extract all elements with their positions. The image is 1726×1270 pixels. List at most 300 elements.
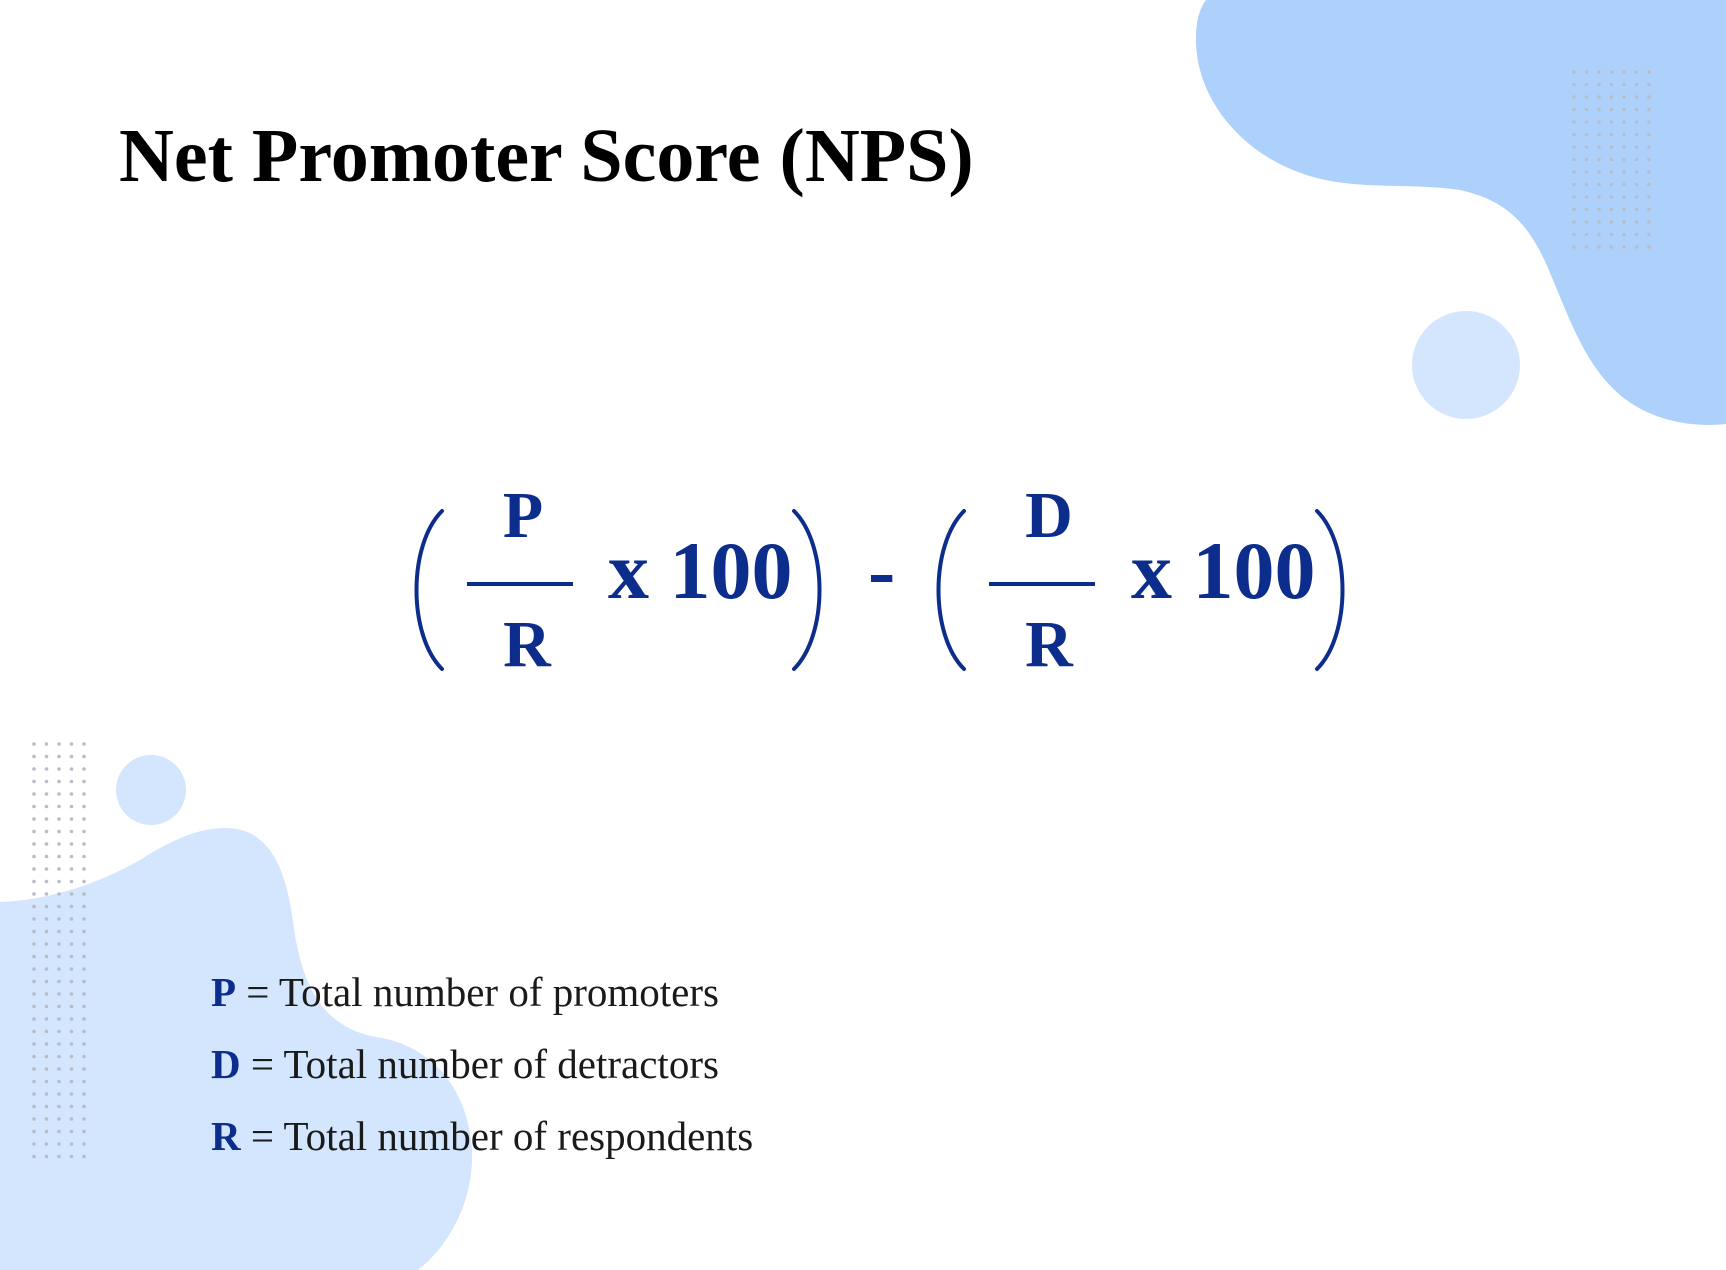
grid-dot: [1622, 158, 1626, 162]
grid-dot: [32, 992, 36, 996]
grid-dot: [1647, 83, 1651, 87]
grid-dot: [45, 792, 49, 796]
grid-dot: [1597, 158, 1601, 162]
grid-dot: [1635, 245, 1639, 249]
grid-dot: [70, 955, 74, 959]
grid-dot: [82, 955, 86, 959]
bottom-left-dot-grid: [30, 740, 100, 1180]
multiplier-2: x 100: [1131, 525, 1316, 616]
grid-dot: [57, 980, 61, 984]
grid-dot: [1610, 158, 1614, 162]
grid-dot: [57, 880, 61, 884]
grid-dot: [70, 1005, 74, 1009]
grid-dot: [32, 855, 36, 859]
denominator-respondents-2: R: [1025, 608, 1073, 681]
grid-dot: [1610, 133, 1614, 137]
grid-dot: [1572, 95, 1576, 99]
grid-dot: [70, 892, 74, 896]
grid-dot: [70, 1155, 74, 1159]
grid-dot: [70, 967, 74, 971]
grid-dot: [1572, 70, 1576, 74]
grid-dot: [32, 1142, 36, 1146]
grid-dot: [32, 867, 36, 871]
grid-dot: [32, 817, 36, 821]
grid-dot: [1610, 70, 1614, 74]
grid-dot: [1622, 208, 1626, 212]
grid-dot: [1647, 183, 1651, 187]
grid-dot: [70, 942, 74, 946]
numerator-promoters: P: [502, 479, 544, 552]
grid-dot: [70, 1067, 74, 1071]
grid-dot: [1635, 70, 1639, 74]
grid-dot: [1572, 233, 1576, 237]
grid-dot: [70, 1092, 74, 1096]
grid-dot: [32, 1055, 36, 1059]
numerator-detractors: D: [1025, 479, 1073, 552]
grid-dot: [1597, 195, 1601, 199]
grid-dot: [32, 942, 36, 946]
denominator-respondents-1: R: [503, 608, 551, 681]
grid-dot: [45, 1155, 49, 1159]
grid-dot: [32, 980, 36, 984]
grid-dot: [57, 855, 61, 859]
grid-dot: [1597, 83, 1601, 87]
grid-dot: [1622, 108, 1626, 112]
grid-dot: [57, 1017, 61, 1021]
grid-dot: [70, 780, 74, 784]
grid-dot: [57, 917, 61, 921]
grid-dot: [1572, 108, 1576, 112]
grid-dot: [1622, 183, 1626, 187]
grid-dot: [1585, 120, 1589, 124]
grid-dot: [32, 805, 36, 809]
grid-dot: [1647, 245, 1651, 249]
grid-dot: [1597, 233, 1601, 237]
multiplier-1: x 100: [608, 525, 793, 616]
grid-dot: [1635, 220, 1639, 224]
grid-dot: [57, 955, 61, 959]
grid-dot: [1585, 145, 1589, 149]
grid-dot: [1597, 220, 1601, 224]
grid-dot: [70, 792, 74, 796]
grid-dot: [1647, 108, 1651, 112]
grid-dot: [32, 780, 36, 784]
grid-dot: [45, 767, 49, 771]
grid-dot: [82, 842, 86, 846]
grid-dot: [82, 1080, 86, 1084]
grid-dot: [57, 1005, 61, 1009]
grid-dot: [32, 1030, 36, 1034]
grid-dot: [1647, 195, 1651, 199]
grid-dot: [82, 930, 86, 934]
grid-dot: [1597, 70, 1601, 74]
grid-dot: [32, 905, 36, 909]
grid-dot: [1647, 208, 1651, 212]
grid-dot: [1610, 120, 1614, 124]
grid-dot: [57, 780, 61, 784]
grid-dot: [1597, 208, 1601, 212]
grid-dot: [1635, 108, 1639, 112]
grid-dot: [1572, 183, 1576, 187]
grid-dot: [32, 1105, 36, 1109]
grid-dot: [57, 1155, 61, 1159]
grid-dot: [70, 867, 74, 871]
grid-dot: [1585, 133, 1589, 137]
grid-dot: [32, 1117, 36, 1121]
grid-dot: [1585, 170, 1589, 174]
grid-dot: [1635, 133, 1639, 137]
grid-dot: [1585, 195, 1589, 199]
grid-dot: [45, 1005, 49, 1009]
grid-dot: [70, 1017, 74, 1021]
grid-dot: [57, 1030, 61, 1034]
grid-dot: [82, 767, 86, 771]
grid-dot: [57, 1105, 61, 1109]
grid-dot: [70, 992, 74, 996]
grid-dot: [57, 1117, 61, 1121]
grid-dot: [82, 867, 86, 871]
bottom-left-circle: [116, 755, 186, 825]
grid-dot: [70, 767, 74, 771]
grid-dot: [1572, 83, 1576, 87]
grid-dot: [1585, 70, 1589, 74]
grid-dot: [57, 742, 61, 746]
grid-dot: [82, 805, 86, 809]
left-parenthesis-2: [922, 505, 972, 675]
grid-dot: [1647, 145, 1651, 149]
grid-dot: [32, 967, 36, 971]
grid-dot: [1647, 95, 1651, 99]
grid-dot: [57, 905, 61, 909]
grid-dot: [82, 855, 86, 859]
grid-dot: [32, 767, 36, 771]
grid-dot: [1622, 195, 1626, 199]
grid-dot: [1572, 145, 1576, 149]
fraction-bar-1: [467, 582, 573, 586]
grid-dot: [1647, 220, 1651, 224]
grid-dot: [45, 842, 49, 846]
legend-item-promoters: [211, 969, 719, 1015]
grid-dot: [1622, 220, 1626, 224]
grid-dot: [70, 1080, 74, 1084]
grid-dot: [32, 792, 36, 796]
grid-dot: [1585, 208, 1589, 212]
grid-dot: [57, 1067, 61, 1071]
grid-dot: [32, 930, 36, 934]
grid-dot: [57, 967, 61, 971]
grid-dot: [1597, 120, 1601, 124]
grid-dot: [70, 830, 74, 834]
grid-dot: [45, 805, 49, 809]
grid-dot: [1635, 183, 1639, 187]
grid-dot: [45, 830, 49, 834]
grid-dot: [1610, 195, 1614, 199]
grid-dot: [82, 892, 86, 896]
grid-dot: [1585, 83, 1589, 87]
grid-dot: [70, 917, 74, 921]
grid-dot: [32, 1155, 36, 1159]
grid-dot: [82, 1105, 86, 1109]
grid-dot: [32, 917, 36, 921]
grid-dot: [1585, 158, 1589, 162]
legend-item-respondents: [211, 1113, 754, 1159]
grid-dot: [45, 1042, 49, 1046]
grid-dot: [32, 742, 36, 746]
grid-dot: [1647, 158, 1651, 162]
grid-dot: [32, 1130, 36, 1134]
grid-dot: [1572, 195, 1576, 199]
grid-dot: [1610, 233, 1614, 237]
grid-dot: [45, 780, 49, 784]
grid-dot: [45, 1080, 49, 1084]
grid-dot: [57, 892, 61, 896]
grid-dot: [70, 805, 74, 809]
grid-dot: [32, 955, 36, 959]
grid-dot: [1610, 83, 1614, 87]
grid-dot: [70, 1142, 74, 1146]
grid-dot: [32, 1067, 36, 1071]
grid-dot: [57, 867, 61, 871]
grid-dot: [1585, 245, 1589, 249]
grid-dot: [70, 1117, 74, 1121]
grid-dot: [82, 1017, 86, 1021]
legend-item-detractors: [211, 1041, 719, 1087]
grid-dot: [1597, 108, 1601, 112]
grid-dot: [1622, 245, 1626, 249]
grid-dot: [57, 805, 61, 809]
grid-dot: [1610, 95, 1614, 99]
grid-dot: [1635, 83, 1639, 87]
grid-dot: [32, 892, 36, 896]
grid-dot: [1572, 120, 1576, 124]
grid-dot: [57, 992, 61, 996]
grid-dot: [32, 880, 36, 884]
grid-dot: [45, 742, 49, 746]
grid-dot: [70, 930, 74, 934]
grid-dot: [32, 1042, 36, 1046]
grid-dot: [82, 992, 86, 996]
grid-dot: [1585, 220, 1589, 224]
legend-symbol: R: [211, 1113, 241, 1159]
grid-dot: [1597, 95, 1601, 99]
grid-dot: [45, 755, 49, 759]
grid-dot: [57, 817, 61, 821]
grid-dot: [1635, 233, 1639, 237]
right-parenthesis-2: [1309, 505, 1359, 675]
grid-dot: [70, 1042, 74, 1046]
grid-dot: [45, 930, 49, 934]
grid-dot: [82, 1155, 86, 1159]
grid-dot: [45, 967, 49, 971]
grid-dot: [1585, 233, 1589, 237]
grid-dot: [1622, 233, 1626, 237]
legend-definition: = Total number of promoters: [236, 969, 719, 1015]
grid-dot: [45, 1055, 49, 1059]
grid-dot: [1647, 133, 1651, 137]
grid-dot: [70, 905, 74, 909]
grid-dot: [1635, 170, 1639, 174]
grid-dot: [1622, 70, 1626, 74]
grid-dot: [45, 992, 49, 996]
grid-dot: [82, 905, 86, 909]
legend-symbol: P: [211, 969, 237, 1015]
grid-dot: [1635, 195, 1639, 199]
grid-dot: [1622, 83, 1626, 87]
grid-dot: [82, 830, 86, 834]
grid-dot: [1585, 95, 1589, 99]
grid-dot: [1610, 220, 1614, 224]
grid-dot: [1597, 170, 1601, 174]
grid-dot: [45, 917, 49, 921]
grid-dot: [1622, 133, 1626, 137]
grid-dot: [45, 1142, 49, 1146]
grid-dot: [82, 1055, 86, 1059]
grid-dot: [45, 1030, 49, 1034]
grid-dot: [1635, 158, 1639, 162]
grid-dot: [82, 1117, 86, 1121]
grid-dot: [82, 1067, 86, 1071]
grid-dot: [1572, 220, 1576, 224]
grid-dot: [1597, 183, 1601, 187]
grid-dot: [45, 1117, 49, 1121]
grid-dot: [82, 1005, 86, 1009]
grid-dot: [70, 880, 74, 884]
grid-dot: [70, 980, 74, 984]
grid-dot: [1597, 133, 1601, 137]
left-parenthesis-1: [400, 505, 450, 675]
grid-dot: [1610, 245, 1614, 249]
grid-dot: [57, 755, 61, 759]
grid-dot: [32, 1005, 36, 1009]
grid-dot: [1610, 208, 1614, 212]
grid-dot: [45, 980, 49, 984]
grid-dot: [1635, 95, 1639, 99]
legend-symbol: D: [211, 1041, 241, 1087]
grid-dot: [82, 1092, 86, 1096]
grid-dot: [45, 880, 49, 884]
fraction-bar-2: [989, 582, 1095, 586]
grid-dot: [57, 842, 61, 846]
minus-operator: -: [868, 525, 896, 616]
grid-dot: [70, 1130, 74, 1134]
grid-dot: [70, 817, 74, 821]
grid-dot: [82, 792, 86, 796]
grid-dot: [57, 1080, 61, 1084]
grid-dot: [82, 755, 86, 759]
grid-dot: [70, 1030, 74, 1034]
grid-dot: [57, 1055, 61, 1059]
grid-dot: [82, 942, 86, 946]
grid-dot: [57, 942, 61, 946]
grid-dot: [82, 980, 86, 984]
grid-dot: [32, 755, 36, 759]
grid-dot: [45, 1067, 49, 1071]
grid-dot: [1647, 70, 1651, 74]
grid-dot: [1610, 170, 1614, 174]
grid-dot: [32, 1092, 36, 1096]
grid-dot: [1572, 133, 1576, 137]
grid-dot: [1585, 183, 1589, 187]
grid-dot: [82, 817, 86, 821]
grid-dot: [32, 1017, 36, 1021]
grid-dot: [82, 917, 86, 921]
grid-dot: [82, 780, 86, 784]
grid-dot: [1622, 145, 1626, 149]
grid-dot: [1647, 120, 1651, 124]
grid-dot: [57, 767, 61, 771]
grid-dot: [82, 1142, 86, 1146]
grid-dot: [45, 867, 49, 871]
grid-dot: [1622, 95, 1626, 99]
grid-dot: [32, 830, 36, 834]
grid-dot: [70, 842, 74, 846]
grid-dot: [57, 1042, 61, 1046]
grid-dot: [70, 755, 74, 759]
grid-dot: [1610, 145, 1614, 149]
grid-dot: [45, 955, 49, 959]
grid-dot: [45, 892, 49, 896]
grid-dot: [70, 1105, 74, 1109]
grid-dot: [70, 1055, 74, 1059]
grid-dot: [32, 842, 36, 846]
grid-dot: [82, 1042, 86, 1046]
slide-title: Net Promoter Score (NPS): [119, 114, 974, 198]
grid-dot: [1572, 158, 1576, 162]
grid-dot: [45, 817, 49, 821]
grid-dot: [1610, 183, 1614, 187]
top-right-circle: [1412, 311, 1520, 419]
grid-dot: [70, 742, 74, 746]
grid-dot: [1622, 120, 1626, 124]
grid-dot: [45, 1092, 49, 1096]
legend-definition: = Total number of respondents: [240, 1113, 754, 1159]
grid-dot: [1622, 170, 1626, 174]
grid-dot: [32, 1080, 36, 1084]
grid-dot: [82, 742, 86, 746]
grid-dot: [1610, 108, 1614, 112]
grid-dot: [57, 1130, 61, 1134]
grid-dot: [1572, 245, 1576, 249]
grid-dot: [45, 942, 49, 946]
grid-dot: [45, 855, 49, 859]
top-right-dot-grid: [1570, 68, 1670, 258]
right-parenthesis-1: [786, 505, 836, 675]
grid-dot: [57, 792, 61, 796]
grid-dot: [82, 880, 86, 884]
grid-dot: [1572, 170, 1576, 174]
grid-dot: [45, 1017, 49, 1021]
grid-dot: [57, 1092, 61, 1096]
grid-dot: [1635, 145, 1639, 149]
grid-dot: [57, 930, 61, 934]
grid-dot: [1585, 108, 1589, 112]
grid-dot: [1597, 245, 1601, 249]
grid-dot: [1647, 170, 1651, 174]
grid-dot: [1597, 145, 1601, 149]
grid-dot: [57, 830, 61, 834]
grid-dot: [1635, 208, 1639, 212]
grid-dot: [1647, 233, 1651, 237]
grid-dot: [70, 855, 74, 859]
grid-dot: [82, 967, 86, 971]
grid-dot: [82, 1130, 86, 1134]
grid-dot: [82, 1030, 86, 1034]
grid-dot: [45, 1105, 49, 1109]
legend-definition: = Total number of detractors: [240, 1041, 719, 1087]
grid-dot: [1635, 120, 1639, 124]
grid-dot: [57, 1142, 61, 1146]
grid-dot: [45, 905, 49, 909]
